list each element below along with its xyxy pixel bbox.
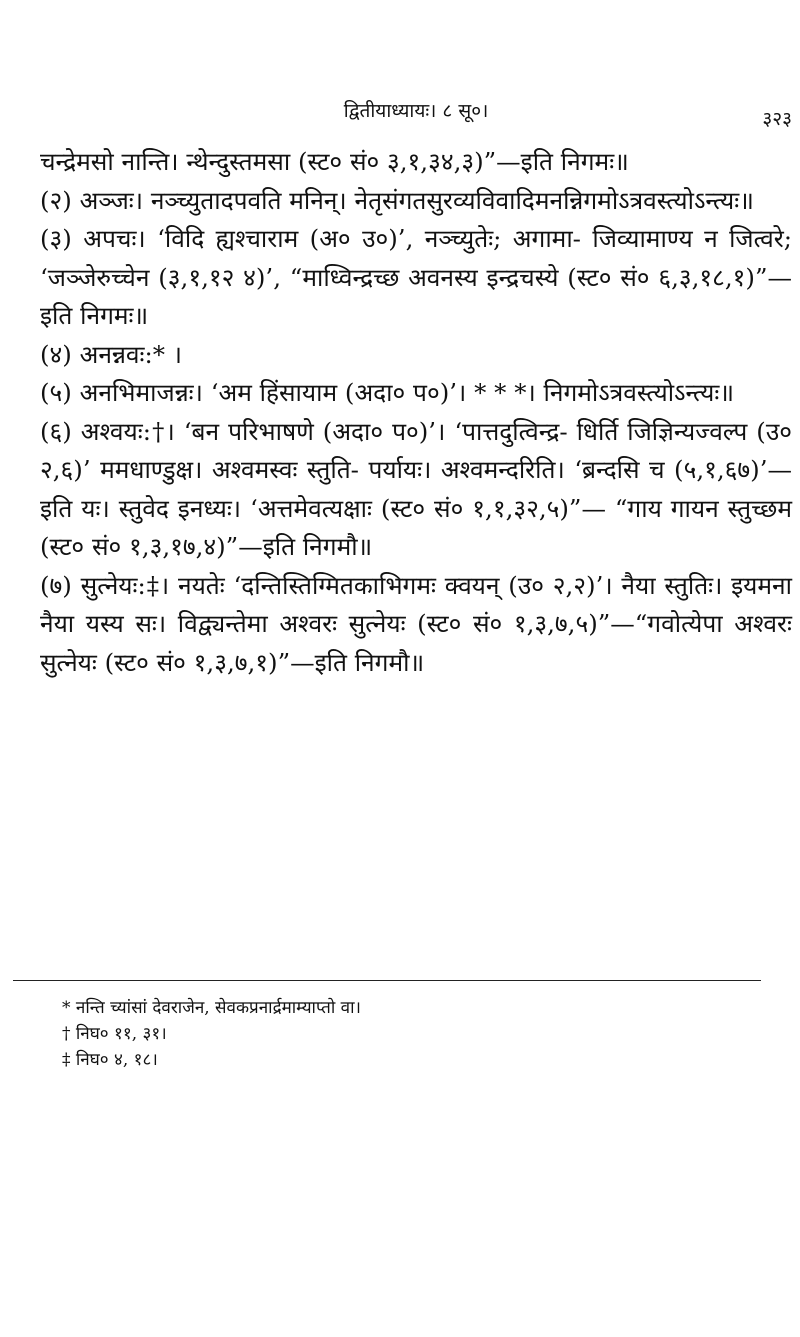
footnote-2: † निघ० ११, ३१। (62, 1024, 167, 1044)
page-number: ३२३ (762, 108, 792, 130)
footnote-1: * नन्ति च्यांसां देवराजेन, सेवकप्रनार्द्रमाम्याप्तो वा। (62, 998, 361, 1018)
paragraph-6: (६) अश्वयः:†। ‘बन परिभाषणे (अदा० प०)’। ‘पात्तदुत्विन्द्र- धिर्ति जिज्ञिन्यज्वल्प (उ० २,६)’ ममधाण्डुक्ष। अश्वमस्वः स्तुति- पर्यायः। अश्वमन्दरिति। ‘ब्रन्दसि च (५,१,६७)’—इति यः। स्तुवेद इनध्यः। ‘अत्तमेवत्यक्षाः (स्ट० सं० १,१,३२,५)”— “गाय गायन स्तुच्छम (स्ट० सं० १,३,१७,४)”—इति निगमौ॥ (40, 416, 792, 561)
paragraph-1: चन्द्रेमसो नान्ति। न्थेन्दुस्तमसा (स्ट० सं० ३,१,३४,३)”—इति निगमः॥ (40, 147, 629, 176)
running-header (40, 85, 792, 130)
header-title: द्वितीयाध्यायः। ८ सू०। (343, 100, 489, 122)
paragraph-7: (७) सुत्नेयः:‡। नयतेः ‘दन्तिस्तिग्मितकाभिगमः क्वयन् (उ० २,२)’। नैया स्तुतिः। इयमना नैया यस्य सः। विद्व्यन्तेमा अश्वरः सुत्नेयः (स्ट० सं० १,३,७,५)”—“गवोत्येपा अश्वरः सुत्नेयः (स्ट० सं० १,३,७,१)”—इति निगमौ॥ (40, 570, 792, 677)
paragraph-5: (५) अनभिमाजन्नः। ‘अम हिंसायाम (अदा० प०)’। * * *। निगमोऽत्रवस्त्योऽन्त्यः॥ (40, 378, 734, 407)
page (40, 85, 792, 682)
footnotes (62, 995, 361, 1073)
paragraph-4: (४) अनन्नवः:* । (40, 339, 183, 369)
footnote-3: ‡ निघ० ४, १८। (62, 1050, 158, 1070)
paragraph-2: (२) अञ्जः। नञ्च्युतादपवति मनिन्। नेतृसंगतसुरव्यविवादिमनन्निगमोऽत्रवस्त्योऽन्त्यः॥ (40, 185, 754, 215)
paragraph-3: (३) अपचः। ‘विदि ह्यश्चाराम (अ० उ०)’, नञ्च्युतेः; अगामा- जिव्यामाण्य न जित्वरे; ‘जञ्जेरुच्चेन (३,१,१२ ४)’, “माध्विन्द्रच्छ अवनस्य इन्द्रचस्ये (स्ट० सं० ६,३,१८,१)”—इति निगमः॥ (40, 224, 792, 330)
main-text (40, 143, 792, 682)
footnote-divider (13, 980, 761, 981)
